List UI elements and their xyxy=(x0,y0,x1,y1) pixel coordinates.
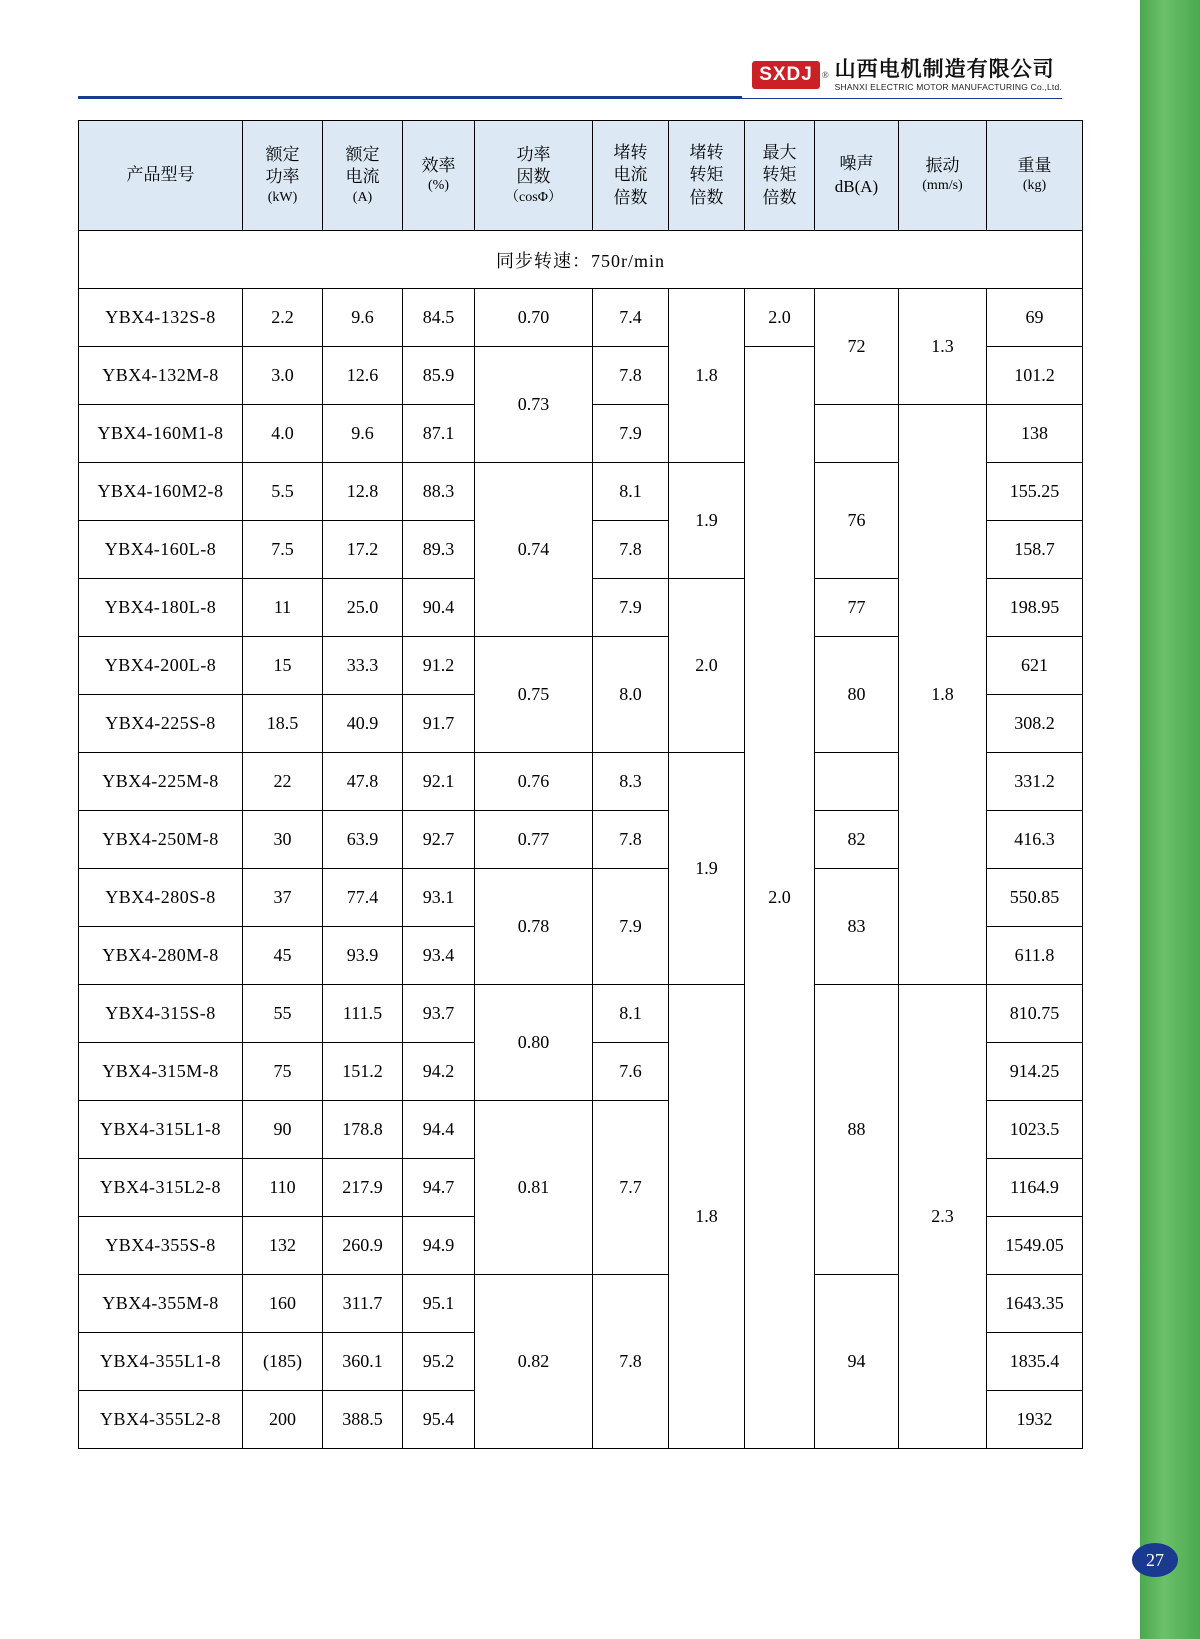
cell-noise: 77 xyxy=(815,579,899,637)
cell-power-factor: 0.82 xyxy=(475,1275,593,1449)
cell-noise: 83 xyxy=(815,869,899,985)
col-header-rated-power: 额定 功率 (kW) xyxy=(243,121,323,231)
cell-weight: 1164.9 xyxy=(987,1159,1083,1217)
cell-locked-rotor-torque: 1.9 xyxy=(669,753,745,985)
company-name-cn: 山西电机制造有限公司 xyxy=(834,57,1055,81)
cell-locked-rotor-torque: 2.0 xyxy=(669,579,745,753)
cell-locked-rotor-torque: 1.9 xyxy=(669,463,745,579)
col-header-weight: 重量 (kg) xyxy=(987,121,1083,231)
cell-vibration: 1.8 xyxy=(899,405,987,985)
cell-locked-rotor-current: 7.8 xyxy=(593,811,669,869)
cell-efficiency: 88.3 xyxy=(403,463,475,521)
cell-rated-current: 9.6 xyxy=(323,289,403,347)
cell-vibration: 2.3 xyxy=(899,985,987,1449)
cell-rated-power: 7.5 xyxy=(243,521,323,579)
cell-noise: 94 xyxy=(815,1275,899,1449)
cell-weight: 810.75 xyxy=(987,985,1083,1043)
cell-rated-current: 260.9 xyxy=(323,1217,403,1275)
cell-efficiency: 91.7 xyxy=(403,695,475,753)
page-header xyxy=(78,52,1062,110)
cell-power-factor: 0.77 xyxy=(475,811,593,869)
cell-rated-power: 18.5 xyxy=(243,695,323,753)
cell-rated-current: 93.9 xyxy=(323,927,403,985)
cell-efficiency: 93.4 xyxy=(403,927,475,985)
cell-rated-current: 217.9 xyxy=(323,1159,403,1217)
col-header-model: 产品型号 xyxy=(79,121,243,231)
cell-rated-power: 3.0 xyxy=(243,347,323,405)
cell-weight: 198.95 xyxy=(987,579,1083,637)
cell-noise: 76 xyxy=(815,463,899,579)
cell-rated-current: 360.1 xyxy=(323,1333,403,1391)
cell-efficiency: 95.1 xyxy=(403,1275,475,1333)
cell-rated-power: (185) xyxy=(243,1333,323,1391)
cell-locked-rotor-torque: 1.8 xyxy=(669,289,745,463)
cell-rated-power: 37 xyxy=(243,869,323,927)
cell-weight: 1932 xyxy=(987,1391,1083,1449)
cell-rated-power: 55 xyxy=(243,985,323,1043)
cell-noise: 80 xyxy=(815,637,899,753)
cell-model: YBX4-132S-8 xyxy=(79,289,243,347)
col-header-max-torque: 最大 转矩 倍数 xyxy=(745,121,815,231)
cell-rated-power: 200 xyxy=(243,1391,323,1449)
cell-rated-power: 22 xyxy=(243,753,323,811)
col-header-vibration: 振动 (mm/s) xyxy=(899,121,987,231)
sxdj-logo-icon: SXDJ xyxy=(752,61,820,89)
cell-noise: 82 xyxy=(815,811,899,869)
cell-model: YBX4-160M1-8 xyxy=(79,405,243,463)
cell-rated-current: 25.0 xyxy=(323,579,403,637)
cell-model: YBX4-315L1-8 xyxy=(79,1101,243,1159)
cell-locked-rotor-current: 7.8 xyxy=(593,521,669,579)
cell-model: YBX4-250M-8 xyxy=(79,811,243,869)
cell-noise: 72 xyxy=(815,289,899,405)
cell-weight: 69 xyxy=(987,289,1083,347)
page-badge-wrap xyxy=(1140,0,1200,1639)
cell-weight: 1643.35 xyxy=(987,1275,1083,1333)
cell-rated-current: 63.9 xyxy=(323,811,403,869)
cell-rated-current: 12.8 xyxy=(323,463,403,521)
cell-locked-rotor-current: 8.0 xyxy=(593,637,669,753)
cell-efficiency: 87.1 xyxy=(403,405,475,463)
cell-weight: 621 xyxy=(987,637,1083,695)
cell-model: YBX4-355M-8 xyxy=(79,1275,243,1333)
cell-efficiency: 84.5 xyxy=(403,289,475,347)
cell-rated-current: 33.3 xyxy=(323,637,403,695)
cell-weight: 1549.05 xyxy=(987,1217,1083,1275)
col-header-power-factor: 功率 因数 （cosΦ） xyxy=(475,121,593,231)
cell-model: YBX4-315M-8 xyxy=(79,1043,243,1101)
cell-rated-power: 5.5 xyxy=(243,463,323,521)
cell-power-factor: 0.73 xyxy=(475,347,593,463)
cell-noise xyxy=(815,753,899,811)
col-header-noise: 噪声 dB(A) xyxy=(815,121,899,231)
cell-model: YBX4-225S-8 xyxy=(79,695,243,753)
table-row xyxy=(79,985,1083,1043)
cell-rated-power: 45 xyxy=(243,927,323,985)
cell-model: YBX4-280S-8 xyxy=(79,869,243,927)
cell-weight: 308.2 xyxy=(987,695,1083,753)
company-logo xyxy=(742,52,1062,98)
cell-noise: 88 xyxy=(815,985,899,1275)
cell-efficiency: 95.2 xyxy=(403,1333,475,1391)
cell-max-torque: 2.0 xyxy=(745,347,815,1449)
cell-rated-power: 132 xyxy=(243,1217,323,1275)
cell-efficiency: 94.9 xyxy=(403,1217,475,1275)
table-body xyxy=(79,231,1083,1449)
cell-locked-rotor-current: 7.9 xyxy=(593,405,669,463)
cell-model: YBX4-200L-8 xyxy=(79,637,243,695)
cell-model: YBX4-160L-8 xyxy=(79,521,243,579)
cell-efficiency: 89.3 xyxy=(403,521,475,579)
cell-rated-power: 2.2 xyxy=(243,289,323,347)
cell-rated-current: 17.2 xyxy=(323,521,403,579)
cell-model: YBX4-280M-8 xyxy=(79,927,243,985)
cell-weight: 331.2 xyxy=(987,753,1083,811)
cell-rated-current: 311.7 xyxy=(323,1275,403,1333)
cell-locked-rotor-current: 7.9 xyxy=(593,869,669,985)
cell-efficiency: 90.4 xyxy=(403,579,475,637)
table-row xyxy=(79,289,1083,347)
cell-rated-current: 178.8 xyxy=(323,1101,403,1159)
cell-rated-power: 15 xyxy=(243,637,323,695)
cell-efficiency: 95.4 xyxy=(403,1391,475,1449)
cell-max-torque: 2.0 xyxy=(745,289,815,347)
cell-rated-power: 110 xyxy=(243,1159,323,1217)
cell-weight: 101.2 xyxy=(987,347,1083,405)
cell-efficiency: 92.1 xyxy=(403,753,475,811)
col-header-efficiency: 效率 (%) xyxy=(403,121,475,231)
cell-rated-power: 4.0 xyxy=(243,405,323,463)
registered-trademark-icon: ® xyxy=(821,70,829,80)
cell-rated-current: 9.6 xyxy=(323,405,403,463)
cell-noise xyxy=(815,405,899,463)
cell-weight: 611.8 xyxy=(987,927,1083,985)
col-header-locked-rotor-torque: 堵转 转矩 倍数 xyxy=(669,121,745,231)
cell-rated-current: 47.8 xyxy=(323,753,403,811)
cell-power-factor: 0.74 xyxy=(475,463,593,637)
cell-weight: 416.3 xyxy=(987,811,1083,869)
cell-efficiency: 93.1 xyxy=(403,869,475,927)
cell-weight: 1835.4 xyxy=(987,1333,1083,1391)
cell-weight: 1023.5 xyxy=(987,1101,1083,1159)
cell-rated-power: 90 xyxy=(243,1101,323,1159)
cell-locked-rotor-current: 7.6 xyxy=(593,1043,669,1101)
cell-weight: 550.85 xyxy=(987,869,1083,927)
company-name-block xyxy=(835,58,1062,92)
cell-model: YBX4-355S-8 xyxy=(79,1217,243,1275)
cell-rated-current: 111.5 xyxy=(323,985,403,1043)
cell-model: YBX4-132M-8 xyxy=(79,347,243,405)
sync-speed-label: 同步转速：750r/min xyxy=(79,231,1083,289)
col-header-locked-rotor-current: 堵转 电流 倍数 xyxy=(593,121,669,231)
cell-vibration: 1.3 xyxy=(899,289,987,405)
cell-power-factor: 0.70 xyxy=(475,289,593,347)
cell-model: YBX4-315L2-8 xyxy=(79,1159,243,1217)
cell-locked-rotor-current: 8.1 xyxy=(593,463,669,521)
cell-model: YBX4-355L1-8 xyxy=(79,1333,243,1391)
cell-locked-rotor-current: 7.7 xyxy=(593,1101,669,1275)
cell-weight: 914.25 xyxy=(987,1043,1083,1101)
motor-spec-table xyxy=(78,120,1083,1449)
cell-locked-rotor-current: 8.3 xyxy=(593,753,669,811)
cell-rated-power: 75 xyxy=(243,1043,323,1101)
cell-model: YBX4-355L2-8 xyxy=(79,1391,243,1449)
cell-model: YBX4-180L-8 xyxy=(79,579,243,637)
cell-rated-current: 151.2 xyxy=(323,1043,403,1101)
cell-locked-rotor-current: 7.4 xyxy=(593,289,669,347)
cell-rated-current: 40.9 xyxy=(323,695,403,753)
cell-efficiency: 94.2 xyxy=(403,1043,475,1101)
col-header-rated-current: 额定 电流 (A) xyxy=(323,121,403,231)
cell-power-factor: 0.81 xyxy=(475,1101,593,1275)
cell-power-factor: 0.80 xyxy=(475,985,593,1101)
table-header xyxy=(79,121,1083,231)
cell-model: YBX4-225M-8 xyxy=(79,753,243,811)
cell-rated-power: 11 xyxy=(243,579,323,637)
cell-locked-rotor-current: 7.8 xyxy=(593,347,669,405)
cell-efficiency: 91.2 xyxy=(403,637,475,695)
cell-efficiency: 92.7 xyxy=(403,811,475,869)
cell-power-factor: 0.75 xyxy=(475,637,593,753)
table-header-row xyxy=(79,121,1083,231)
cell-power-factor: 0.78 xyxy=(475,869,593,985)
cell-weight: 138 xyxy=(987,405,1083,463)
cell-efficiency: 94.7 xyxy=(403,1159,475,1217)
cell-locked-rotor-current: 8.1 xyxy=(593,985,669,1043)
cell-efficiency: 94.4 xyxy=(403,1101,475,1159)
cell-weight: 155.25 xyxy=(987,463,1083,521)
cell-rated-current: 388.5 xyxy=(323,1391,403,1449)
cell-rated-power: 30 xyxy=(243,811,323,869)
cell-model: YBX4-315S-8 xyxy=(79,985,243,1043)
cell-efficiency: 93.7 xyxy=(403,985,475,1043)
cell-locked-rotor-current: 7.8 xyxy=(593,1275,669,1449)
cell-weight: 158.7 xyxy=(987,521,1083,579)
sync-speed-row xyxy=(79,231,1083,289)
cell-efficiency: 85.9 xyxy=(403,347,475,405)
cell-rated-current: 12.6 xyxy=(323,347,403,405)
cell-model: YBX4-160M2-8 xyxy=(79,463,243,521)
cell-rated-current: 77.4 xyxy=(323,869,403,927)
page-number-badge: 27 xyxy=(1132,1543,1178,1577)
cell-power-factor: 0.76 xyxy=(475,753,593,811)
cell-rated-power: 160 xyxy=(243,1275,323,1333)
cell-locked-rotor-torque: 1.8 xyxy=(669,985,745,1449)
cell-locked-rotor-current: 7.9 xyxy=(593,579,669,637)
company-name-en: SHANXI ELECTRIC MOTOR MANUFACTURING Co.,Ltd. xyxy=(834,81,1062,92)
